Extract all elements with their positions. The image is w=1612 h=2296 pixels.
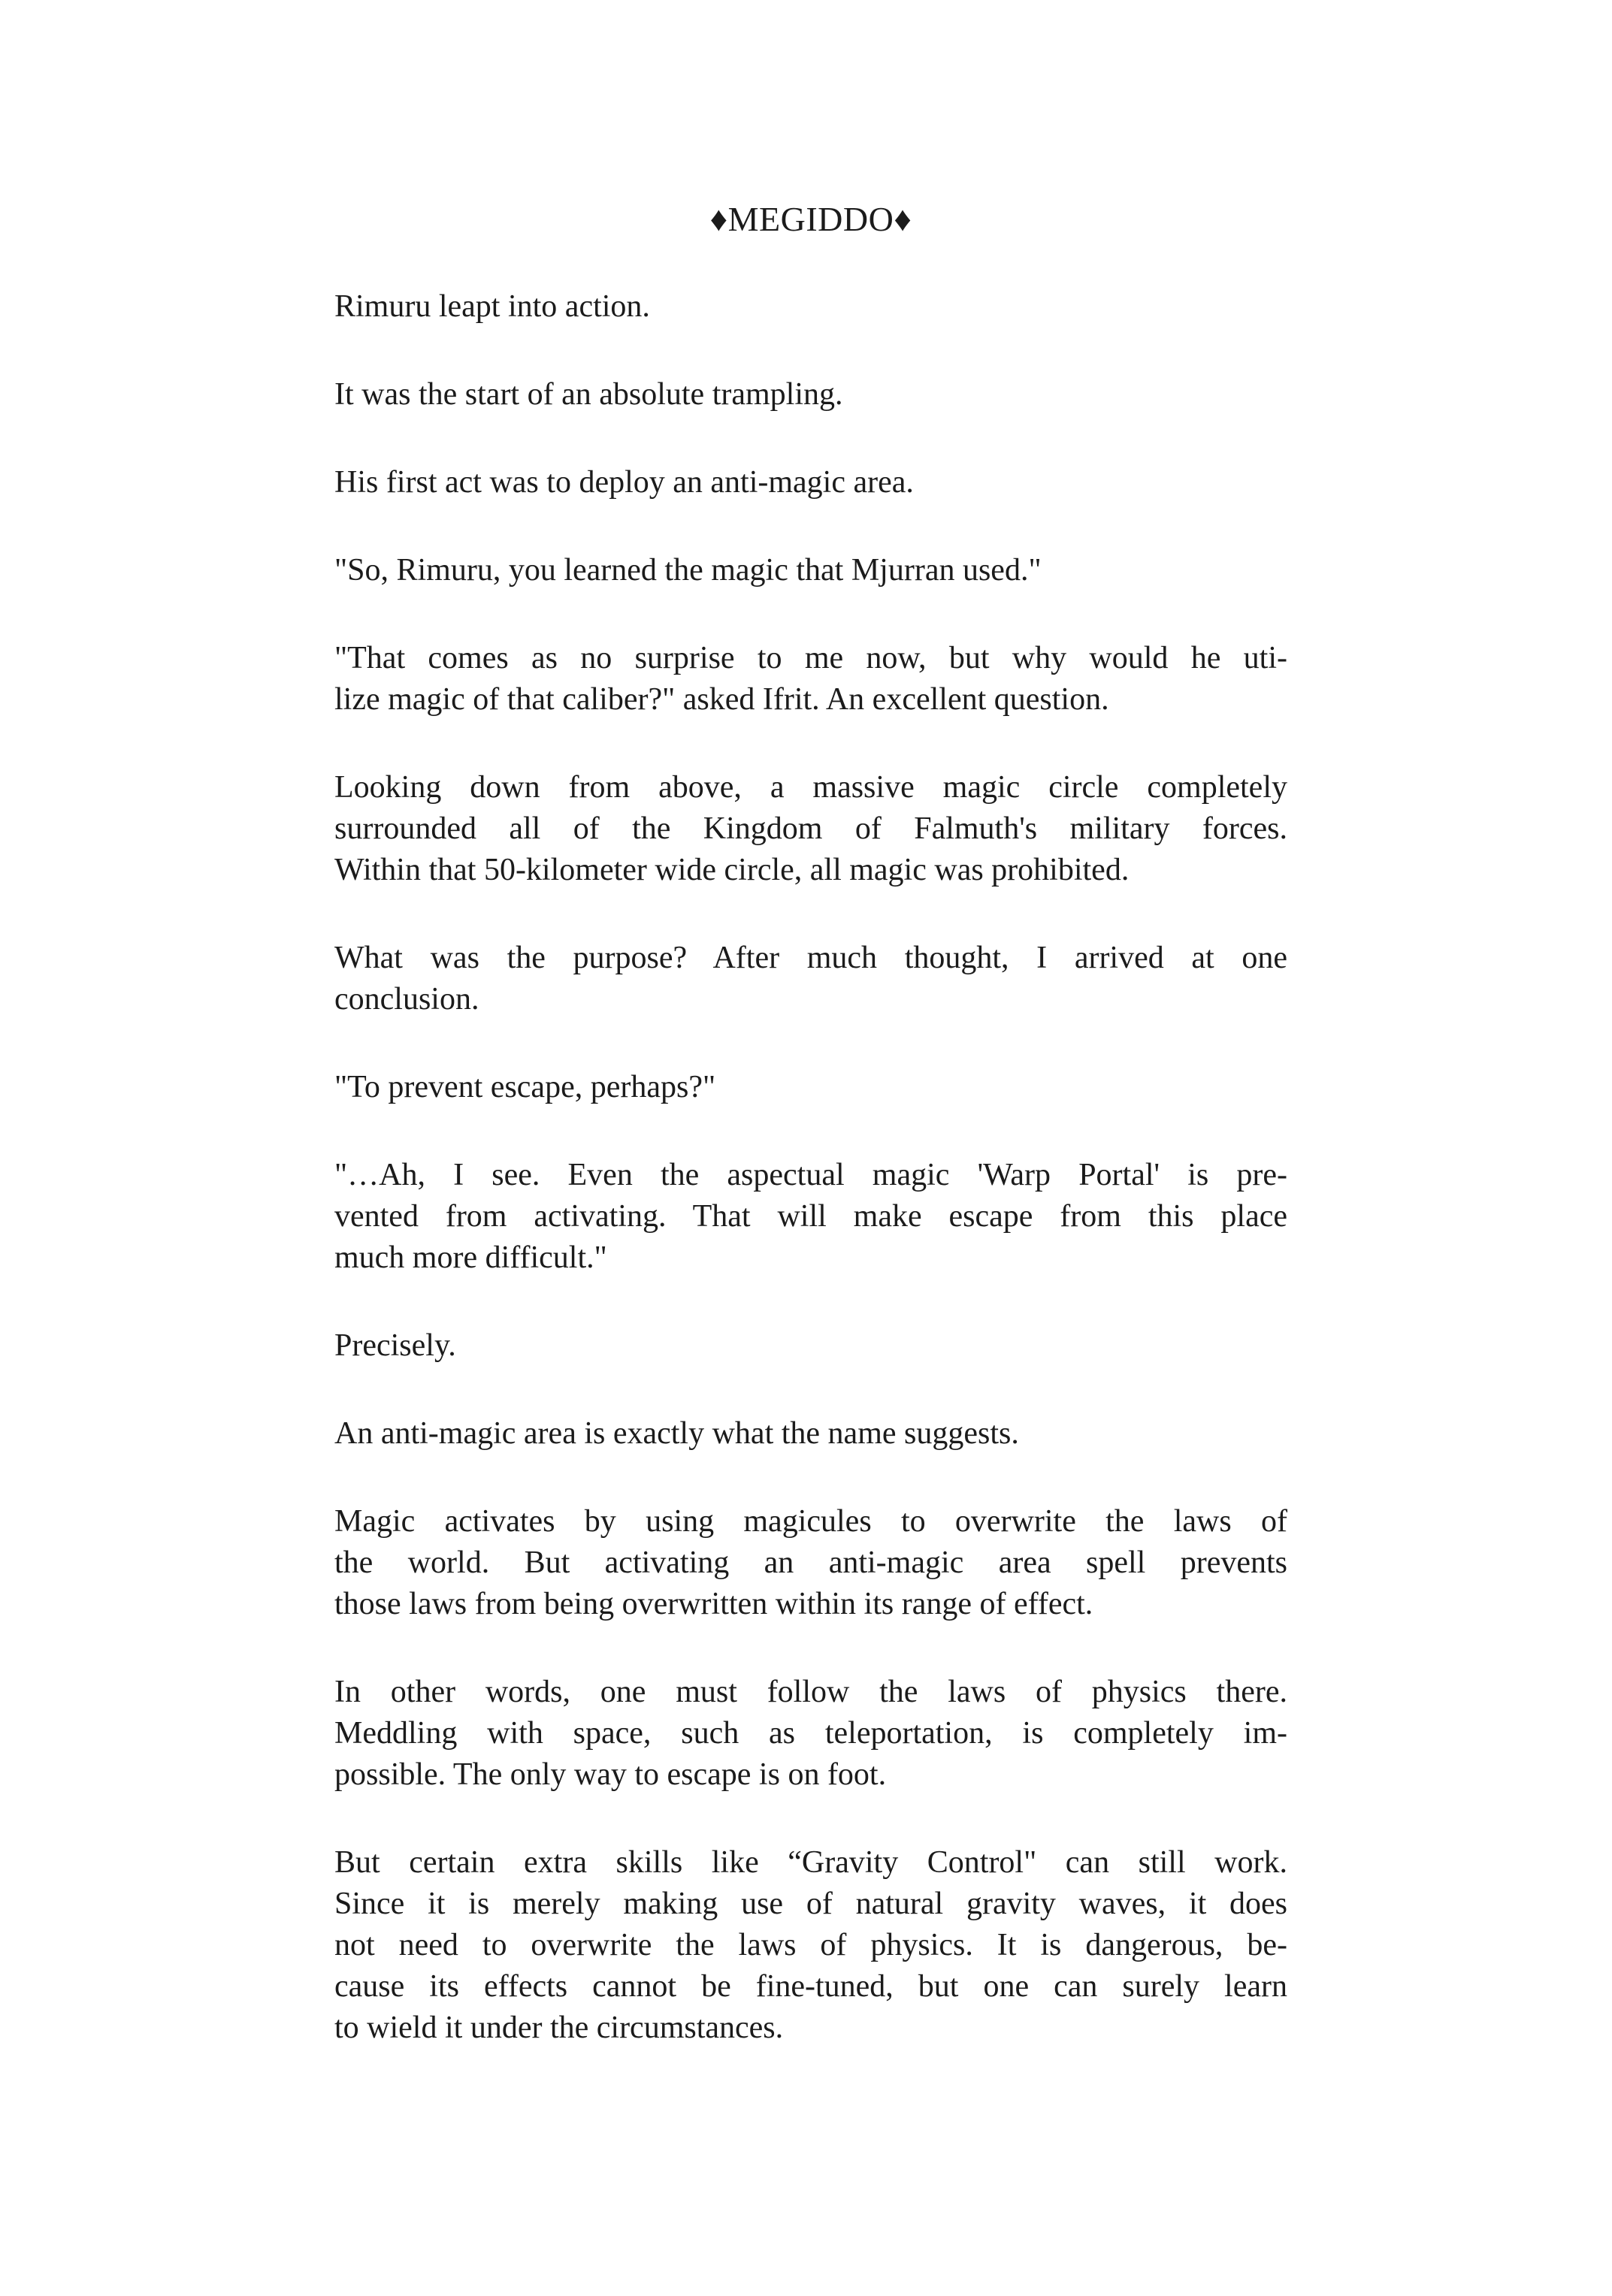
text-line: much more difficult." [334, 1240, 607, 1275]
paragraph [334, 550, 1287, 591]
text-line: "…Ah, I see. Even the aspectual magic 'Warp Portal' is pre- [334, 1158, 1287, 1192]
paragraph [334, 767, 1287, 891]
text-line: "That comes as no surprise to me now, but why would he uti- [334, 641, 1287, 675]
paragraph [334, 374, 1287, 415]
text-line: Looking down from above, a massive magic circle completely [334, 770, 1287, 805]
text-line: Meddling with space, such as teleportation, is completely im- [334, 1716, 1287, 1751]
text-line: "So, Rimuru, you learned the magic that Mjurran used." [334, 553, 1042, 588]
text-line: It was the start of an absolute trampling. [334, 377, 843, 412]
text-line: Since it is merely making use of natural gravity waves, it does [334, 1887, 1287, 1921]
text-line: cause its effects cannot be fine-tuned, but one can surely learn [334, 1969, 1287, 2004]
text-line: Rimuru leapt into action. [334, 289, 650, 324]
paragraph [334, 462, 1287, 503]
text-line: Precisely. [334, 1328, 456, 1363]
text-line: An anti-magic area is exactly what the name suggests. [334, 1416, 1019, 1451]
text-line: Magic activates by using magicules to overwrite the laws of [334, 1504, 1287, 1539]
text-line: "To prevent escape, perhaps?" [334, 1070, 716, 1104]
paragraph [334, 286, 1287, 328]
paragraph [334, 1672, 1287, 1796]
chapter-title: ♦MEGIDDO♦ [709, 200, 912, 238]
paragraph [334, 938, 1287, 1020]
paragraph [334, 1067, 1287, 1108]
text-line: possible. The only way to escape is on foot. [334, 1757, 887, 1792]
paragraph [334, 1155, 1287, 1279]
text-line: those laws from being overwritten within its range of effect. [334, 1587, 1093, 1621]
text-line: lize magic of that caliber?" asked Ifrit. An excellent question. [334, 682, 1109, 717]
text-column [334, 198, 1287, 2095]
paragraph [334, 638, 1287, 721]
text-line: conclusion. [334, 982, 479, 1017]
text-line: But certain extra skills like “Gravity Control" can still work. [334, 1845, 1287, 1880]
paragraph [334, 1842, 1287, 2049]
paragraph [334, 1413, 1287, 1455]
text-line: In other words, one must follow the laws of physics there. [334, 1675, 1287, 1709]
text-line: not need to overwrite the laws of physics. It is dangerous, be- [334, 1928, 1287, 1962]
paragraph [334, 1325, 1287, 1367]
text-line: the world. But activating an anti-magic area spell prevents [334, 1545, 1287, 1580]
text-line: His first act was to deploy an anti-magic area. [334, 465, 914, 500]
text-line: What was the purpose? After much thought, I arrived at one [334, 941, 1287, 975]
text-line: Within that 50-kilometer wide circle, all magic was prohibited. [334, 853, 1130, 887]
paragraph [334, 1501, 1287, 1625]
text-line: surrounded all of the Kingdom of Falmuth's military forces. [334, 811, 1287, 846]
text-line: to wield it under the circumstances. [334, 2011, 784, 2045]
text-line: vented from activating. That will make escape from this place [334, 1199, 1287, 1234]
